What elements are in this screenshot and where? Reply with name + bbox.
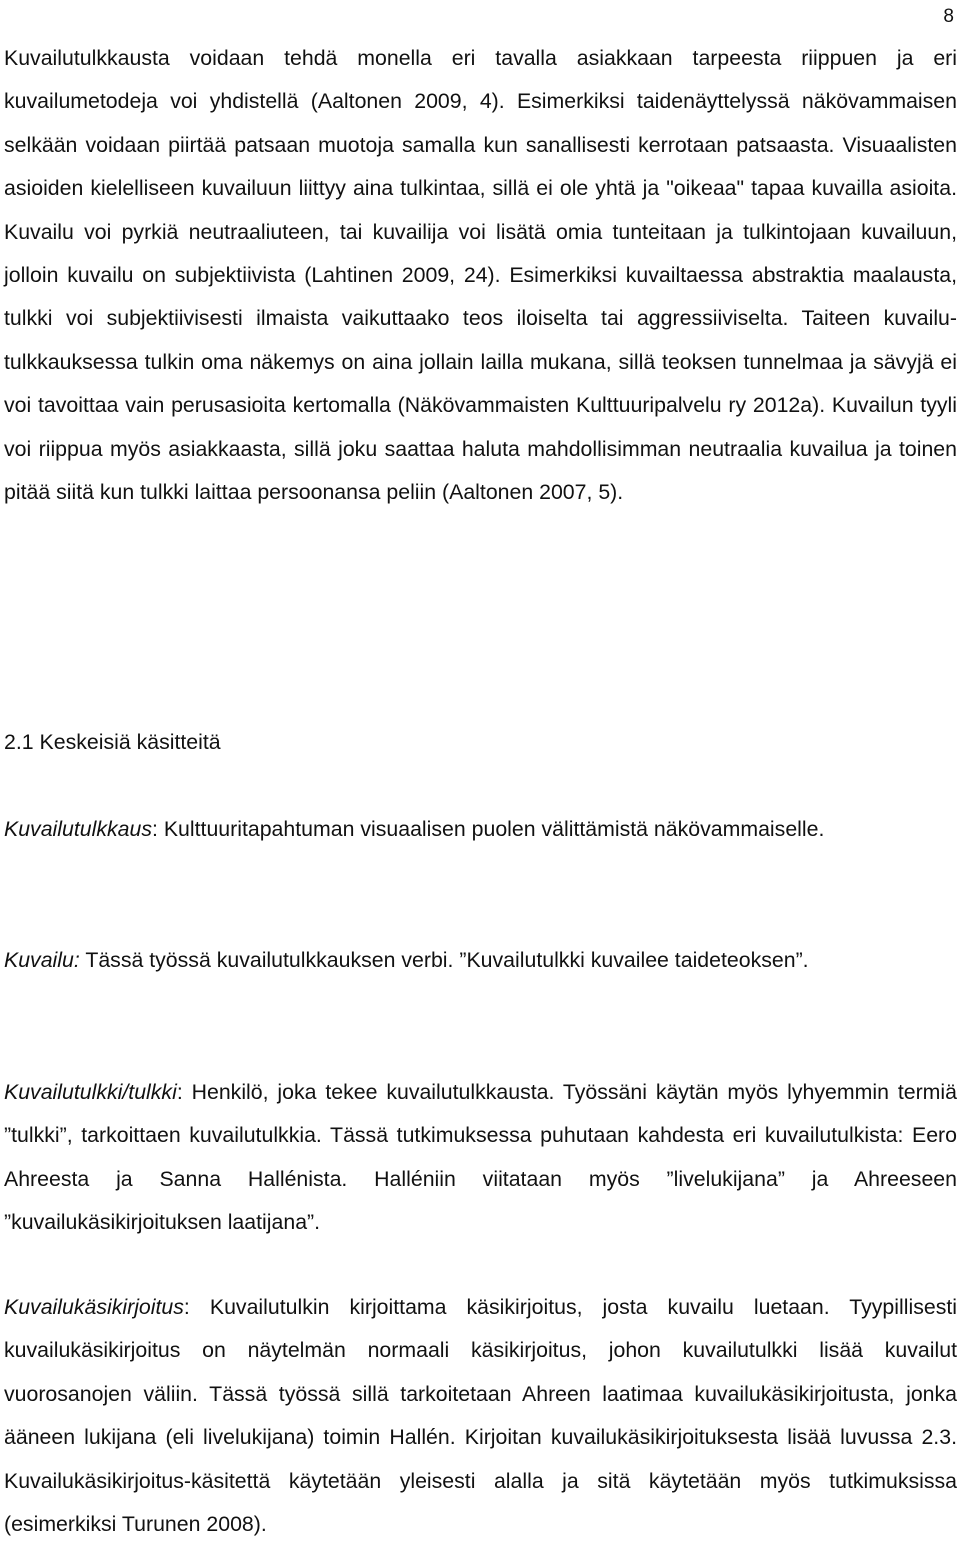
section-heading: 2.1 Keskeisiä käsitteitä [4,730,221,754]
definition-text: Henkilö, joka tekee kuvailutulkkausta. Työssäni käytän myös lyhyemmin termiä ”tulkki”, tarkoittaen kuvailutulkkia. Tässä tutkimuksessa puhutaan kahdesta eri kuvailutulkista: Eero Ahreesta ja Sanna Hallénista. Halléniin viitataan myös ”livelukijana” ja Ahreeseen ”kuvailukäsikirjoituksen laatijana”. [4,1080,957,1235]
definition-kuvailu [4,939,957,982]
definition-term: Kuvailu: [4,948,80,972]
definition-kuvailukasikirjoitus [4,1286,957,1546]
definition-separator: : [176,1080,192,1104]
definition-term: Kuvailukäsikirjoitus [4,1295,184,1319]
intro-paragraph: Kuvailutulkkausta voidaan tehdä monella eri tavalla asiakkaan tarpeesta riippuen ja eri kuvailumetodeja voi yhdistellä (Aaltonen 2009, 4). Esimerkiksi taidenäyttelyssä näkövammaisen selkään voidaan piirtää patsaan muotoja samalla kun sanallisesti kerrotaan patsaasta. Visuaalisten asioiden kielelliseen kuvailuun liittyy aina tulkintaa, sillä ei ole yhtä ja "oikeaa" tapaa kuvailla asioita. Kuvailu voi pyrkiä neutraaliuteen, tai kuvailija voi lisätä omia tunteitaan ja tulkintojaan kuvailuun, jolloin kuvailu on subjektiivista (Lahtinen 2009, 24). Esimerkiksi kuvailtaessa abstraktia maalausta, tulkki voi subjektiivisesti ilmaista vaikuttaako teos iloiselta tai aggressiiviselta. Taiteen kuvailutulkkauksessa tulkin oma näkemys on aina jollain lailla mukana, sillä teoksen tunnelmaa ja sävyjä ei voi tavoittaa vain perusasioita kertomalla (Näkövammaisten Kulttuuripalvelu ry 2012a). Kuvailun tyyli voi riippua myös asiakkaasta, sillä joku saattaa haluta mahdollisimman neutraalia kuvailua ja toinen pitää siitä kun tulkki laittaa persoonansa peliin (Aaltonen 2007, 5). [4,46,957,505]
definition-text: Kulttuuritapahtuman visuaalisen puolen välittämistä näkövammaiselle. [163,817,825,841]
definition-term: Kuvailutulkkaus [4,817,152,841]
definition-kuvailutulkkaus [4,808,957,851]
definition-text: Kuvailutulkin kirjoittama käsikirjoitus, josta kuvailu luetaan. Tyypillisesti kuvailukäsikirjoitus on näytelmän normaali käsikirjoitus, johon kuvailutulkki lisää kuvailut vuorosanojen väliin. Tässä työssä sillä tarkoitetaan Ahreen laatimaa kuvailukäsikirjoitusta, jonka ääneen lukijana (eli livelukijana) toimin Hallén. Kirjoitan kuvailukäsikirjoituksesta lisää luvussa 2.3. Kuvailukäsikirjoitus-käsitettä käytetään yleisesti alalla ja sitä käytetään myös tutkimuksissa (esimerkiksi Turunen 2008). [4,1295,957,1537]
page-number: 8 [943,6,954,27]
definition-text: Tässä työssä kuvailutulkkauksen verbi. ”Kuvailutulkki kuvailee taideteoksen”. [85,948,809,972]
definition-separator: : [183,1295,210,1319]
definition-kuvailutulkki [4,1071,957,1245]
definition-separator: : [151,817,164,841]
definition-term: Kuvailutulkki/tulkki [4,1080,177,1104]
